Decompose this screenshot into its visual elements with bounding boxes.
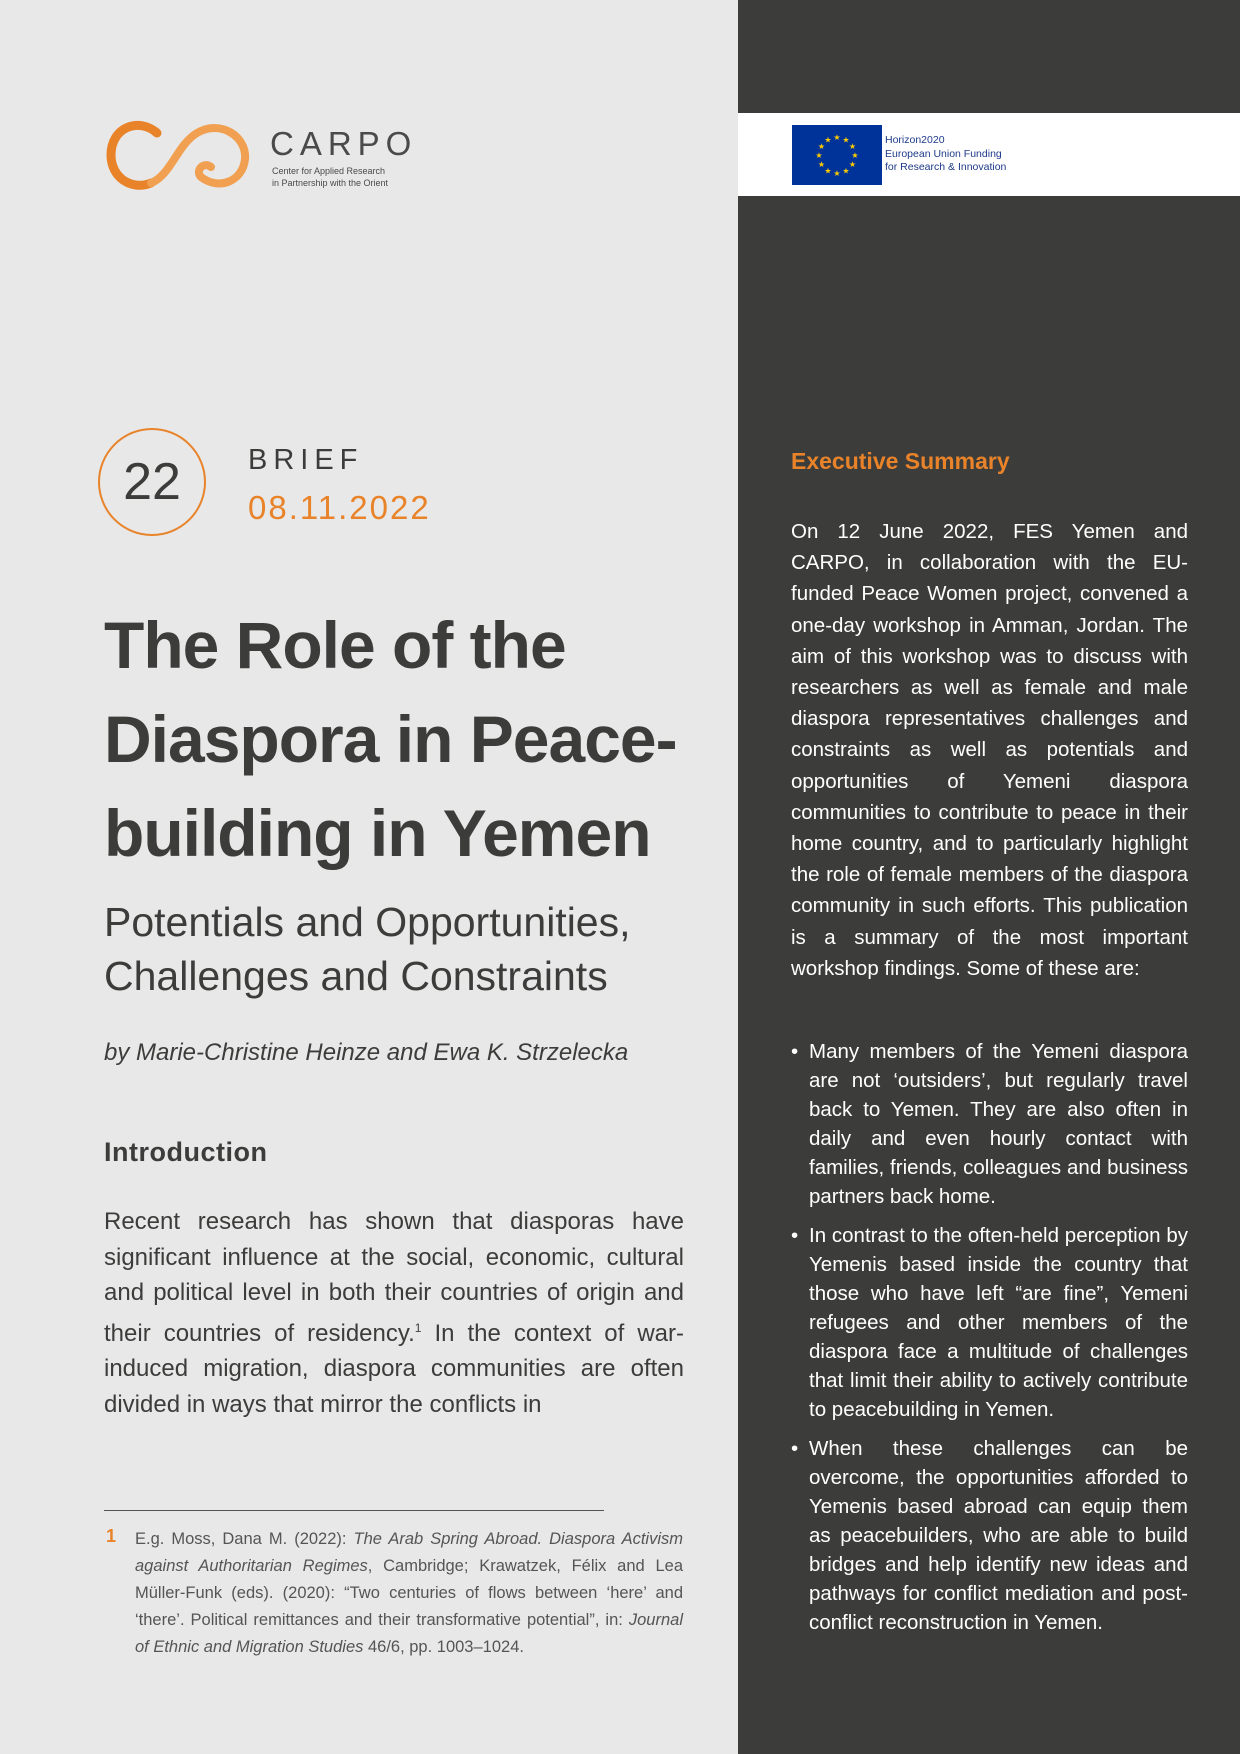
eu-funding-banner bbox=[738, 113, 1240, 196]
footnote-reference: 1 bbox=[414, 1320, 422, 1335]
findings-list bbox=[791, 1037, 1188, 1647]
svg-text:★: ★ bbox=[851, 151, 859, 160]
svg-text:★: ★ bbox=[815, 151, 823, 160]
executive-summary-panel bbox=[738, 0, 1240, 1754]
page-subtitle: Potentials and Opportunities, Challenges and Constraints bbox=[104, 899, 631, 999]
carpo-logo bbox=[105, 115, 418, 195]
list-item: • In contrast to the often-held perception by Yemenis based inside the country that those who have left “are fine”, Yemeni refugees and other members of the diaspora face a multitude of challenges that limit their ability to actively contribute to peacebuilding in Yemen. bbox=[791, 1221, 1188, 1424]
svg-text:★: ★ bbox=[842, 135, 850, 145]
svg-text:★: ★ bbox=[848, 160, 857, 169]
footnote-divider bbox=[104, 1510, 604, 1511]
bullet-icon: • bbox=[791, 1224, 799, 1247]
svg-text:★: ★ bbox=[824, 135, 832, 145]
svg-text:★: ★ bbox=[817, 142, 826, 151]
svg-text:★: ★ bbox=[848, 142, 857, 151]
author-byline: by Marie-Christine Heinze and Ewa K. Strzelecka bbox=[104, 1039, 629, 1066]
introduction-heading: Introduction bbox=[104, 1137, 268, 1167]
brief-label: BRIEF bbox=[248, 444, 364, 476]
footnote-number: 1 bbox=[106, 1526, 117, 1546]
page-title: The Role of the Diaspora in Peace-building in Yemen bbox=[104, 608, 677, 870]
list-item: • When these challenges can be overcome, the opportunities afforded to Yemenis based abroad can equip them as peacebuilders, who are able to build bridges and help identify new ideas and pathways for conflict mediation and post-conflict reconstruction in Yemen. bbox=[791, 1434, 1188, 1637]
eu-funding-text: Horizon2020 European Union Funding for Research & Innovation bbox=[885, 134, 1007, 173]
brief-number-badge: 22 bbox=[98, 428, 206, 536]
carpo-logo-icon bbox=[105, 115, 255, 195]
svg-text:★: ★ bbox=[833, 133, 841, 142]
bullet-icon: • bbox=[791, 1437, 799, 1460]
introduction-text: Recent research has shown that diasporas have significant influence at the social, economic, cultural and political level in both their countries of origin and their countries of residency.$^1$ In the context of war-induced migration, diaspora communities are often divided in ways that mirror the conflicts in bbox=[104, 1208, 684, 1418]
logo-subtitle: Center for Applied Research in Partnership with the Orient bbox=[272, 166, 389, 188]
logo-wordmark: CARPO bbox=[270, 125, 418, 162]
svg-text:★: ★ bbox=[817, 160, 826, 169]
bullet-icon: • bbox=[791, 1040, 799, 1063]
svg-text:★: ★ bbox=[833, 169, 841, 178]
svg-text:★: ★ bbox=[842, 166, 850, 176]
svg-text:★: ★ bbox=[824, 166, 832, 176]
executive-summary-text: On 12 June 2022, FES Yemen and CARPO, in collaboration with the EU-funded Peace Women project, convened a one-day workshop in Amman, Jordan. The aim of this workshop was to discuss with researchers as well as female and male diaspora representatives challenges and constraints as well as potentials and opportunities of Yemeni diaspora communities to contribute to peace in their home country, and to particularly highlight the role of female members of the diaspora community in such efforts. This publication is a summary of the most important workshop findings. Some of these are: bbox=[791, 520, 1188, 980]
footnote-text: E.g. Moss, Dana M. (2022): The Arab Spring Abroad. Diaspora Activism against Authoritarian Regimes, Cambridge; Krawatzek, Félix and Lea Müller-Funk (eds). (2020): “Two centuries of flows between ‘here’ and ‘there’. Political remittances and their transformative potential”, in: Journal of Ethnic and Migration Studies 46/6, pp. 1003–1024. bbox=[135, 1530, 684, 1656]
brief-date: 08.11.2022 bbox=[248, 489, 431, 526]
list-item: • Many members of the Yemeni diaspora are not ‘outsiders’, but regularly travel back to Yemen. They are also often in daily and even hourly contact with families, friends, colleagues and business partners back home. bbox=[791, 1037, 1188, 1211]
eu-flag-icon bbox=[792, 125, 882, 185]
executive-summary-heading: Executive Summary bbox=[791, 448, 1010, 474]
